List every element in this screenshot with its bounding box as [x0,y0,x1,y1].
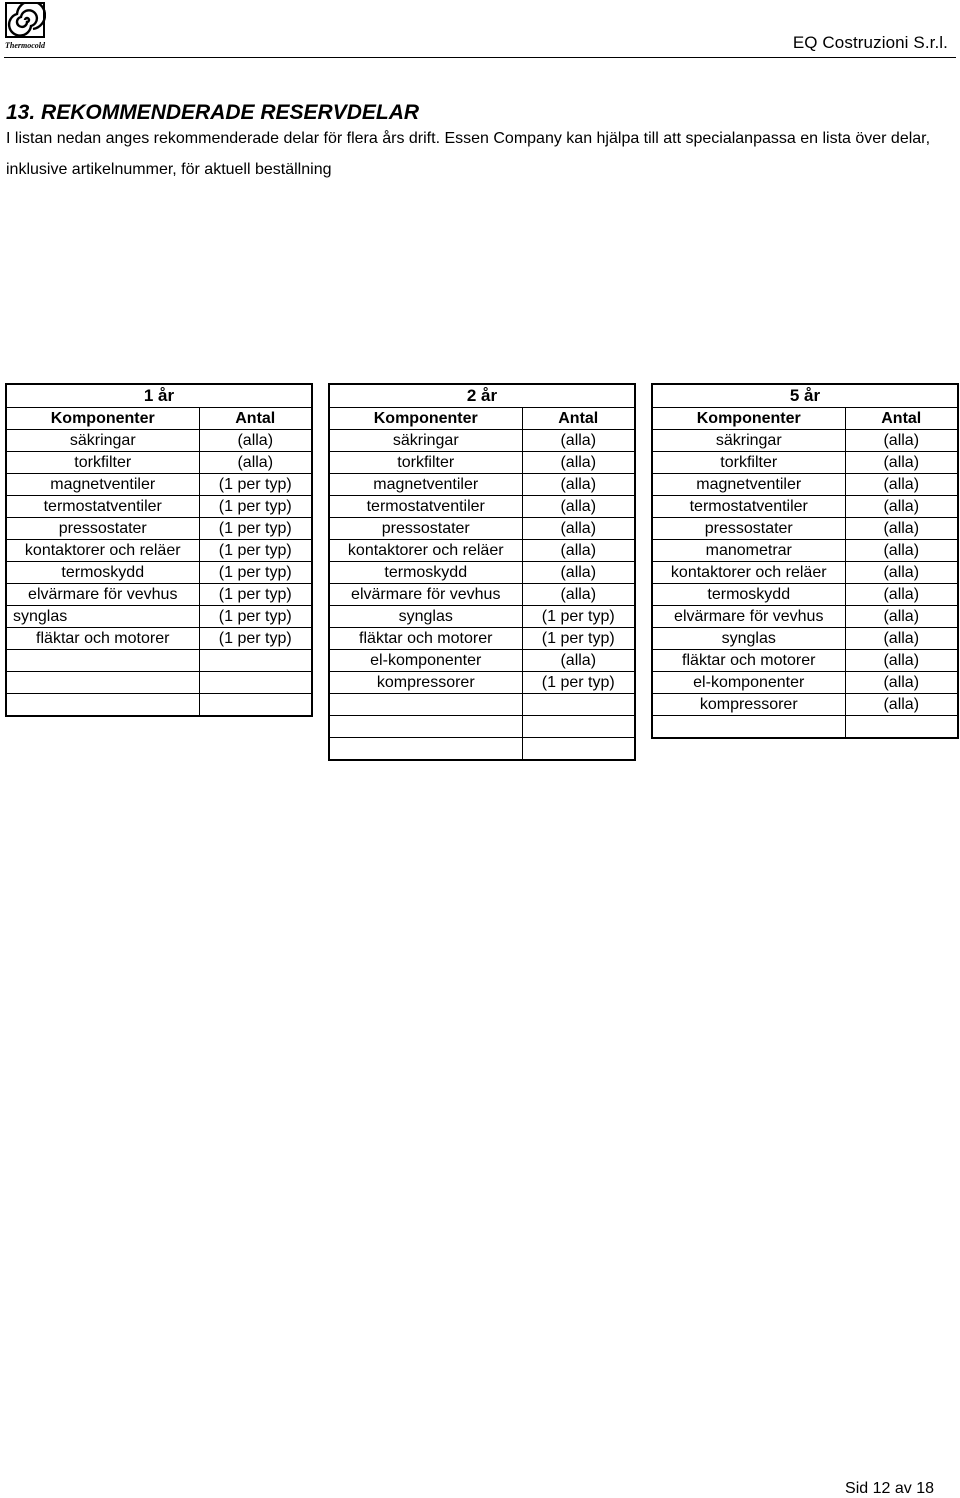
component-cell [329,716,522,738]
company-logo [4,2,46,52]
component-cell: magnetventiler [6,474,199,496]
table-row [6,452,312,474]
year-heading: 5 år [652,384,958,408]
quantity-cell: (alla) [845,540,958,562]
component-cell: termoskydd [652,584,845,606]
quantity-cell: (alla) [845,430,958,452]
quantity-cell: (alla) [522,496,635,518]
header-divider [4,57,956,58]
quantity-cell: (1 per typ) [522,606,635,628]
quantity-cell: (1 per typ) [199,496,312,518]
quantity-cell [522,694,635,716]
component-cell: elvärmare för vevhus [329,584,522,606]
component-cell: pressostater [329,518,522,540]
component-cell: magnetventiler [329,474,522,496]
table-row [329,628,635,650]
component-cell: säkringar [329,430,522,452]
table-row [329,452,635,474]
table-row [652,540,958,562]
table-row [6,518,312,540]
component-cell: synglas [6,606,199,628]
intro-paragraph: I listan nedan anges rekommenderade delar för flera års drift. Essen Company kan hjälpa till att specialanpassa en lista över delar, inklusive artikelnummer, för aktuell beställning [6,130,931,178]
quantity-cell: (1 per typ) [199,518,312,540]
spares-table-2-years [328,383,636,761]
component-cell: termoskydd [6,562,199,584]
table-row [6,606,312,628]
column-header-quantity: Antal [522,408,635,430]
quantity-cell: (alla) [522,562,635,584]
quantity-cell: (alla) [845,562,958,584]
column-header-quantity: Antal [199,408,312,430]
quantity-cell: (1 per typ) [199,628,312,650]
component-cell: säkringar [652,430,845,452]
table-row [652,562,958,584]
quantity-cell: (alla) [522,540,635,562]
component-cell: synglas [329,606,522,628]
component-cell: magnetventiler [652,474,845,496]
quantity-cell: (alla) [522,452,635,474]
table-row [329,430,635,452]
quantity-cell: (alla) [522,474,635,496]
component-cell: kontaktorer och reläer [329,540,522,562]
component-cell [329,738,522,761]
year-header-row [6,384,312,408]
table-row [329,716,635,738]
year-heading: 2 år [329,384,635,408]
table-row [329,606,635,628]
year-header-row [652,384,958,408]
table-row [6,672,312,694]
year-header-row [329,384,635,408]
page-number: Sid 12 av 18 [845,1480,934,1497]
component-cell: termostatventiler [652,496,845,518]
component-cell: manometrar [652,540,845,562]
year-heading: 1 år [6,384,312,408]
table-row [6,584,312,606]
quantity-cell: (1 per typ) [522,672,635,694]
component-cell: torkfilter [6,452,199,474]
component-cell: pressostater [6,518,199,540]
table-row [329,584,635,606]
quantity-cell [199,672,312,694]
quantity-cell: (1 per typ) [199,474,312,496]
component-cell: kompressorer [329,672,522,694]
component-cell [6,650,199,672]
quantity-cell [199,694,312,717]
quantity-cell: (alla) [845,694,958,716]
table-row [6,650,312,672]
component-cell: torkfilter [652,452,845,474]
quantity-cell: (alla) [845,496,958,518]
quantity-cell: (1 per typ) [522,628,635,650]
quantity-cell: (alla) [845,628,958,650]
quantity-cell: (1 per typ) [199,584,312,606]
component-cell: kontaktorer och reläer [652,562,845,584]
component-cell: el-komponenter [652,672,845,694]
table-row [6,496,312,518]
quantity-cell: (alla) [845,584,958,606]
component-cell: termoskydd [329,562,522,584]
column-header-component: Komponenter [652,408,845,430]
table-row [329,518,635,540]
component-cell [6,672,199,694]
component-cell: fläktar och motorer [6,628,199,650]
table-row [329,540,635,562]
table-row [329,474,635,496]
table-row [652,452,958,474]
quantity-cell: (alla) [522,584,635,606]
table-row [652,518,958,540]
quantity-cell [199,650,312,672]
column-header-row [652,408,958,430]
column-header-component: Komponenter [6,408,199,430]
quantity-cell: (alla) [845,452,958,474]
component-cell: el-komponenter [329,650,522,672]
table-row [329,672,635,694]
quantity-cell: (alla) [845,606,958,628]
quantity-cell [522,716,635,738]
table-row [329,562,635,584]
quantity-cell: (alla) [199,430,312,452]
quantity-cell: (alla) [845,672,958,694]
component-cell: fläktar och motorer [329,628,522,650]
table-row [652,496,958,518]
component-cell [6,694,199,717]
component-cell [652,716,845,739]
table-row [329,738,635,761]
table-row [652,694,958,716]
table-row [652,584,958,606]
column-header-row [6,408,312,430]
section-title: 13. REKOMMENDERADE RESERVDELAR [6,101,420,124]
component-cell [329,694,522,716]
table-row [6,694,312,717]
quantity-cell [522,738,635,761]
table-row [652,628,958,650]
component-cell: torkfilter [329,452,522,474]
component-cell: termostatventiler [329,496,522,518]
quantity-cell [845,716,958,739]
company-name: EQ Costruzioni S.r.l. [792,33,948,52]
quantity-cell: (alla) [845,474,958,496]
table-row [652,650,958,672]
table-row [6,540,312,562]
logo-wordmark: Thermocold [5,41,45,50]
table-row [652,716,958,739]
component-cell: termostatventiler [6,496,199,518]
table-row [6,474,312,496]
table-row [6,562,312,584]
table-row [652,430,958,452]
component-cell: synglas [652,628,845,650]
column-header-quantity: Antal [845,408,958,430]
quantity-cell: (alla) [845,650,958,672]
spares-table-5-years [651,383,959,739]
quantity-cell: (1 per typ) [199,606,312,628]
component-cell: elvärmare för vevhus [652,606,845,628]
table-row [329,650,635,672]
component-cell: kompressorer [652,694,845,716]
column-header-component: Komponenter [329,408,522,430]
quantity-cell: (alla) [522,430,635,452]
table-row [652,672,958,694]
table-row [6,628,312,650]
table-row [652,474,958,496]
quantity-cell: (alla) [522,650,635,672]
column-header-row [329,408,635,430]
quantity-cell: (1 per typ) [199,540,312,562]
component-cell: kontaktorer och reläer [6,540,199,562]
table-row [329,694,635,716]
quantity-cell: (1 per typ) [199,562,312,584]
component-cell: pressostater [652,518,845,540]
table-row [329,496,635,518]
spares-table-1-year [5,383,313,717]
table-row [6,430,312,452]
component-cell: fläktar och motorer [652,650,845,672]
component-cell: säkringar [6,430,199,452]
table-row [652,606,958,628]
quantity-cell: (alla) [845,518,958,540]
quantity-cell: (alla) [199,452,312,474]
component-cell: elvärmare för vevhus [6,584,199,606]
quantity-cell: (alla) [522,518,635,540]
